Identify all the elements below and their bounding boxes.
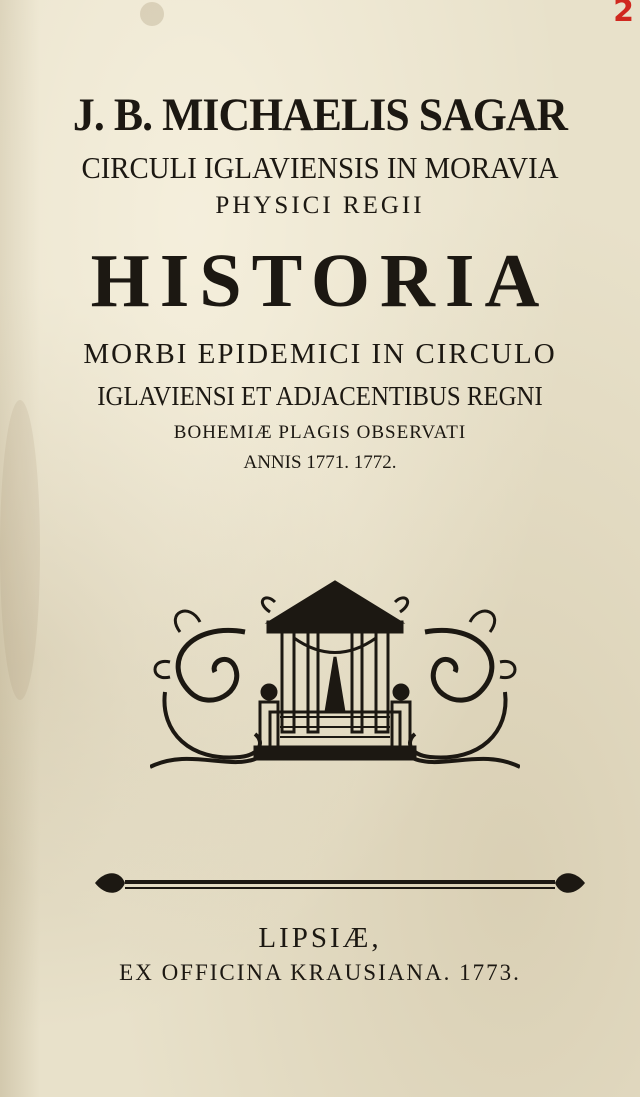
main-title: HISTORIA <box>90 239 550 323</box>
rule-ornament-right <box>555 873 585 893</box>
subtitle-line-4: ANNIS 1771. 1772. <box>243 452 397 473</box>
imprint-printer: EX OFFICINA KRAUSIANA. 1773. <box>119 960 521 985</box>
right-scroll <box>425 630 492 700</box>
author-line: J. B. MICHAELIS SAGAR <box>72 89 568 141</box>
paper-stain <box>140 2 164 26</box>
temple-pediment <box>270 582 400 622</box>
urn <box>262 685 276 699</box>
paper-stain <box>0 400 40 700</box>
shelfmark: 2 <box>613 0 634 29</box>
ornamental-vignette <box>150 572 520 777</box>
rule-ornament-left <box>95 873 125 893</box>
rule-line-bottom <box>125 887 555 889</box>
rule-line-top <box>125 880 555 884</box>
subtitle-line-3: BOHEMIÆ PLAGIS OBSERVATI <box>173 422 467 443</box>
subtitle-line-1: MORBI EPIDEMICI IN CIRCULO <box>83 338 557 370</box>
temple-plinth <box>255 747 415 759</box>
office-line: CIRCULI IGLAVIENSIS IN MORAVIA <box>81 150 559 185</box>
obelisk <box>326 657 344 712</box>
subtitle-line-2: IGLAVIENSI ET ADJACENTIBUS REGNI <box>97 381 543 411</box>
garland <box>294 638 376 653</box>
base-hatching <box>280 717 390 737</box>
office-line-2: PHYSICI REGII <box>215 192 425 219</box>
decorative-rule <box>95 870 585 896</box>
imprint-place: LIPSIÆ, <box>258 922 382 954</box>
left-scroll <box>178 630 245 700</box>
urn <box>394 685 408 699</box>
